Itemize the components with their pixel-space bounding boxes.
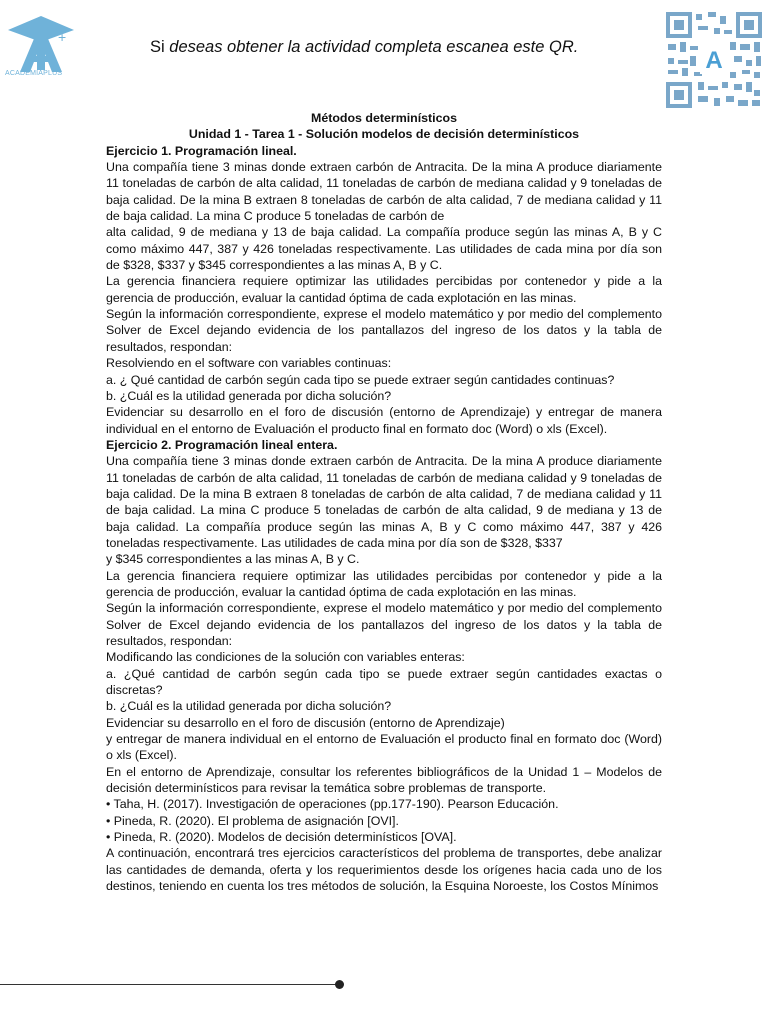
exercise-2-paragraph: y entregar de manera individual en el entorno de Evaluación el producto final en formato doc (Word) o xls (Excel).	[106, 732, 662, 763]
exercise-1-paragraph: La gerencia financiera requiere optimizar las utilidades percibidas por contenedor y pide a la gerencia de producción, evaluar la cantidad óptima de cada explotación en las minas.	[106, 274, 662, 305]
reference-item: • Pineda, R. (2020). El problema de asignación [OVI].	[106, 813, 399, 828]
exercise-2-paragraph: La gerencia financiera requiere optimizar las utilidades percibidas por contenedor y pide a la gerencia de producción, evaluar la cantidad óptima de cada explotación en las minas.	[106, 568, 662, 599]
header-prefix: Si	[150, 38, 170, 56]
logo-label: ACADEMIAPLUS	[5, 70, 63, 77]
exercise-1-paragraph: Evidenciar su desarrollo en el foro de discusión (entorno de Aprendizaje) y entregar de manera individual en el entorno de Evaluación el producto final en formato doc (Word) o xls (Excel).	[106, 405, 662, 436]
qr-letter: A	[705, 47, 723, 74]
footer-dot	[335, 980, 344, 989]
svg-text:+: +	[58, 29, 67, 45]
reference-item: • Taha, H. (2017). Investigación de operaciones (pp.177-190). Pearson Educación.	[106, 797, 559, 812]
header-text: deseas obtener la actividad completa escanea este QR.	[169, 38, 579, 56]
header-line	[150, 38, 578, 57]
qr-code[interactable]	[664, 10, 764, 110]
exercise-2-paragraph: y $345 correspondientes a las minas A, B y C.	[106, 552, 360, 567]
exercise-2-question-b: b. ¿Cuál es la utilidad generada por dicha solución?	[106, 699, 392, 714]
document-subtitle: Unidad 1 - Tarea 1 - Solución modelos de decisión determinísticos	[188, 127, 580, 142]
exercise-2-paragraph: Evidenciar su desarrollo en el foro de discusión (entorno de Aprendizaje)	[106, 715, 505, 730]
exercise-1-paragraph: alta calidad, 9 de mediana y 13 de baja calidad. La compañía produce según las minas A, B y C como máximo 447, 387 y 426 toneladas respectivamente. Las utilidades de cada mina por día son de $328, $337 y $345 correspondientes a las minas A, B y C.	[106, 225, 662, 273]
exercise-1-heading: Ejercicio 1. Programación lineal.	[106, 143, 297, 158]
exercise-2-paragraph: Modificando las condiciones de la solución con variables enteras:	[106, 650, 465, 665]
reference-item: • Pineda, R. (2020). Modelos de decisión determinísticos [OVA].	[106, 830, 457, 845]
exercise-2-heading: Ejercicio 2. Programación lineal entera.	[106, 437, 338, 452]
document-body	[106, 110, 662, 895]
exercise-1-question-b: b. ¿Cuál es la utilidad generada por dicha solución?	[106, 388, 392, 403]
document-title: Métodos determinísticos	[311, 111, 457, 125]
exercise-1-paragraph: Una compañía tiene 3 minas donde extraen carbón de Antracita. De la mina A produce diariamente 11 toneladas de carbón de alta calidad, 11 toneladas de carbón de mediana calidad y 9 toneladas de baja calidad. De la mina B extraen 8 toneladas de carbón de alta calidad, 7 de mediana calidad y 11 de baja calidad. La mina C produce 5 toneladas de carbón de	[106, 160, 662, 224]
references-intro: En el entorno de Aprendizaje, consultar los referentes bibliográficos de la Unidad 1 – Modelos de decisión determinísticos para revisar la temática sobre problemas de transporte.	[106, 764, 662, 796]
footer-divider	[0, 984, 340, 985]
exercise-1-paragraph: Resolviendo en el software con variables continuas:	[106, 356, 392, 371]
closing-paragraph: A continuación, encontrará tres ejercicios característicos del problema de transportes, debe analizar las cantidades de demanda, oferta y los requerimientos desde los orígenes hacia cada uno de los destinos, teniendo en cuenta los tres métodos de solución, la Esquina Noroeste, los Costos Mínimos	[106, 846, 662, 894]
exercise-2-paragraph: Una compañía tiene 3 minas donde extraen carbón de Antracita. De la mina A produce diariamente 11 toneladas de carbón de alta calidad, 11 toneladas de carbón de mediana calidad y 9 toneladas de baja calidad. De la mina B extraen 8 toneladas de carbón de alta calidad, 7 de mediana calidad y 11 de baja calidad. La mina C produce 5 toneladas de carbón de alta calidad, 9 de mediana y 13 de baja calidad. La compañía produce según las minas A, B y C como máximo 447, 387 y 426 toneladas respectivamente. Las utilidades de cada mina por día son de $328, $337	[106, 454, 662, 550]
exercise-1-question-a: a. ¿ Qué cantidad de carbón según cada tipo se puede extraer según cantidades continuas?	[106, 372, 615, 387]
exercise-2-paragraph: Según la información correspondiente, exprese el modelo matemático y por medio del complemento Solver de Excel dejando evidencia de los pantallazos del ingreso de los datos y la tabla de resultados, respondan:	[106, 601, 662, 648]
exercise-1-paragraph: Según la información correspondiente, exprese el modelo matemático y por medio del complemento Solver de Excel dejando evidencia de los pantallazos del ingreso de los datos y la tabla de resultados, respondan:	[106, 307, 662, 354]
exercise-2-question-a: a. ¿Qué cantidad de carbón según cada tipo se puede extraer según cantidades exactas o discretas?	[106, 666, 662, 698]
